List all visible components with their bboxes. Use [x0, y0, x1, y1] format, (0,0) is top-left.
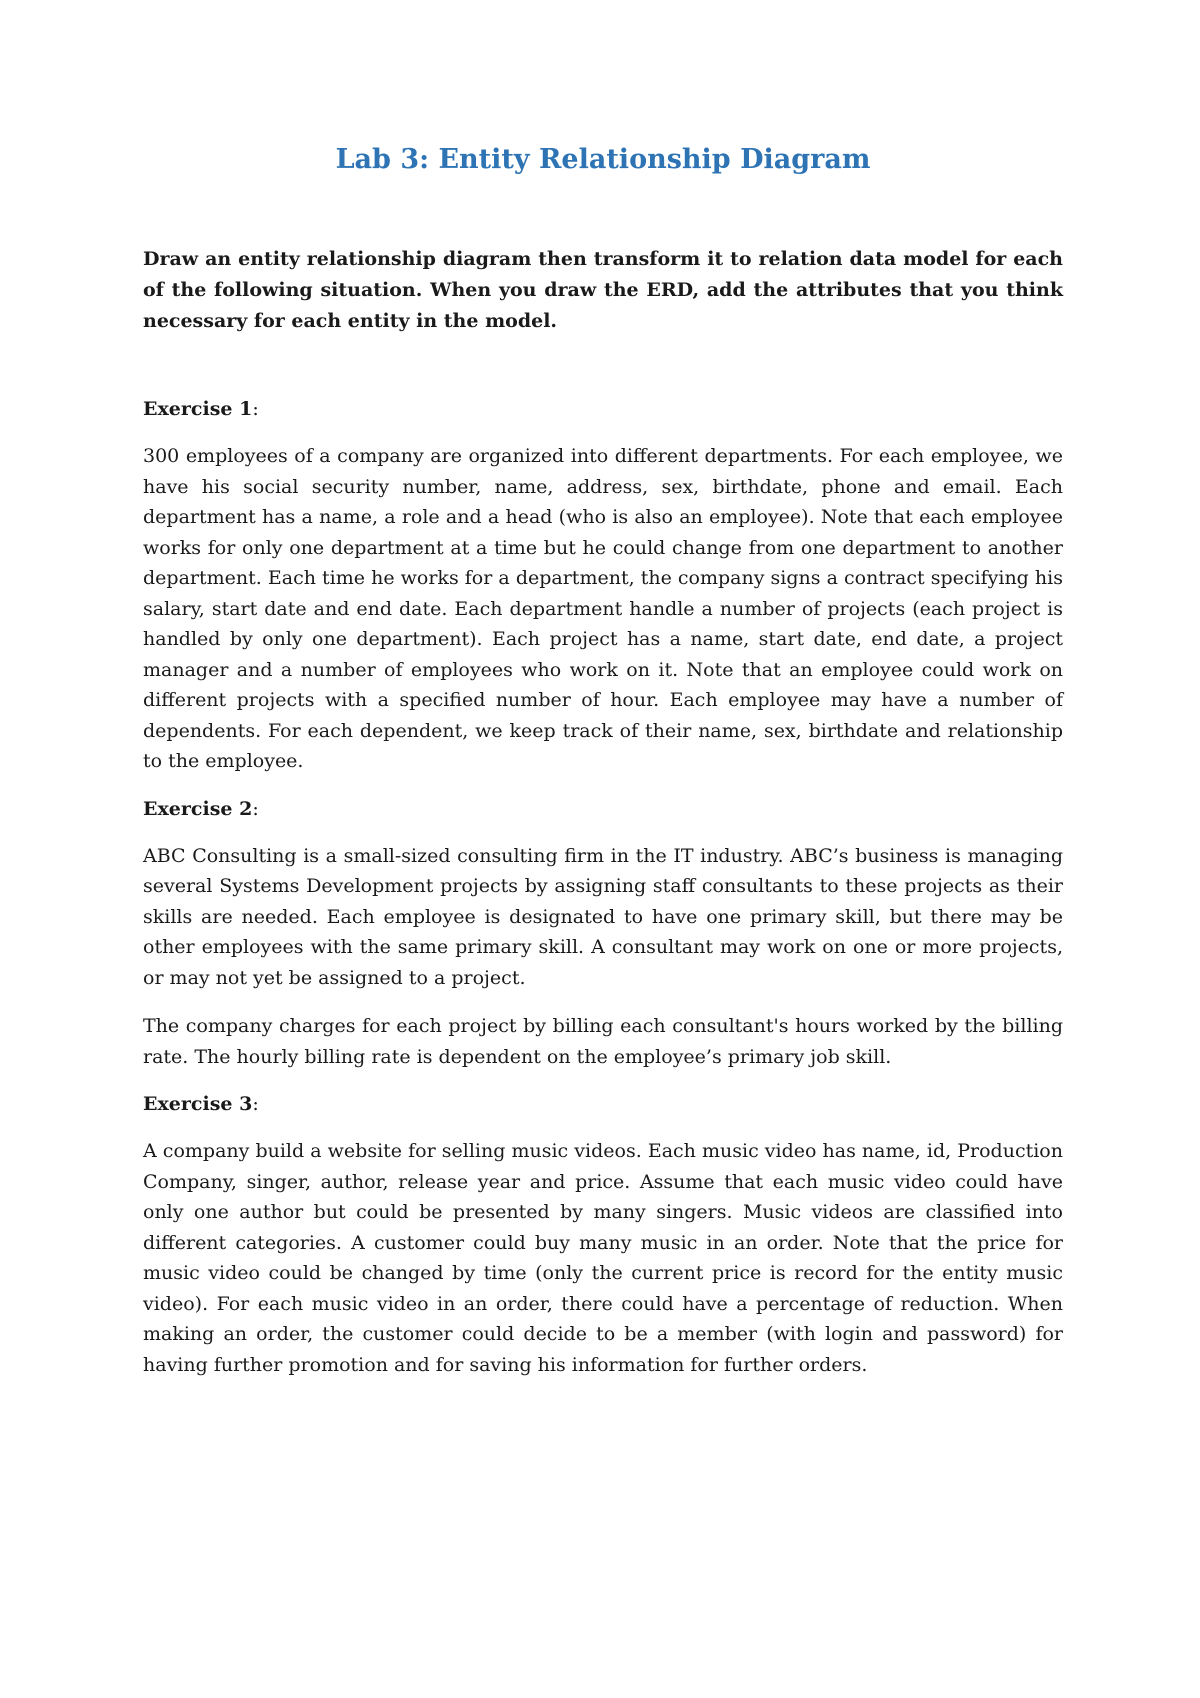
exercise-2-heading-label: Exercise 2	[143, 797, 253, 820]
exercise-3-section	[143, 1090, 1063, 1380]
exercise-3-heading-colon: :	[252, 1093, 259, 1115]
exercise-3-paragraph: A company build a website for selling music videos. Each music video has name, id, Production Company, singer, author, release year and price. Assume that each music video could have only one author but could be presented by many singers. Music videos are classified into different categories. A customer could buy many music in an order. Note that the price for music video could be changed by time (only the current price is record for the entity music video). For each music video in an order, there could have a percentage of reduction. When making an order, the customer could decide to be a member (with login and password) for having further promotion and for saving his information for further orders.	[143, 1140, 1063, 1376]
exercise-2-paragraph-2: The company charges for each project by billing each consultant's hours worked by the billing rate. The hourly billing rate is dependent on the employee’s primary job skill.	[143, 1015, 1063, 1068]
exercise-1-heading-colon: :	[252, 398, 259, 420]
exercise-3-heading-label: Exercise 3	[143, 1093, 253, 1115]
exercise-2-heading	[143, 795, 1063, 823]
exercise-1-section	[143, 395, 1063, 777]
exercise-3-heading	[143, 1090, 1063, 1118]
page-title: Lab 3: Entity Relationship Diagram	[335, 144, 871, 175]
document-content	[143, 140, 1063, 1398]
exercise-2-section	[143, 795, 1063, 1073]
exercise-2-heading-colon: :	[252, 797, 259, 820]
exercise-1-heading-label: Exercise 1	[143, 398, 253, 420]
exercise-2-paragraph-1: ABC Consulting is a small-sized consulting firm in the IT industry. ABC’s business is managing several Systems Development projects by assigning staff consultants to these projects as their skills are needed. Each employee is designated to have one primary skill, but there may be other employees with the same primary skill. A consultant may work on one or more projects, or may not yet be assigned to a project.	[143, 844, 1063, 989]
exercise-1-paragraph: 300 employees of a company are organized into different departments. For each employee, we have his social security number, name, address, sex, birthdate, phone and email. Each department has a name, a role and a head (who is also an employee). Note that each employee works for only one department at a time but he could change from one department to another department. Each time he works for a department, the company signs a contract specifying his salary, start date and end date. Each department handle a number of projects (each project is handled by only one department). Each project has a name, start date, end date, a project manager and a number of employees who work on it. Note that an employee could work on different projects with a specified number of hour. Each employee may have a number of dependents. For each dependent, we keep track of their name, sex, birthdate and relationship to the employee.	[143, 445, 1063, 772]
exercise-1-heading	[143, 395, 1063, 423]
intro-instructions: Draw an entity relationship diagram then transform it to relation data model for each of the following situation. When you draw the ERD, add the attributes that you think necessary for each entity in the model.	[143, 248, 1063, 332]
